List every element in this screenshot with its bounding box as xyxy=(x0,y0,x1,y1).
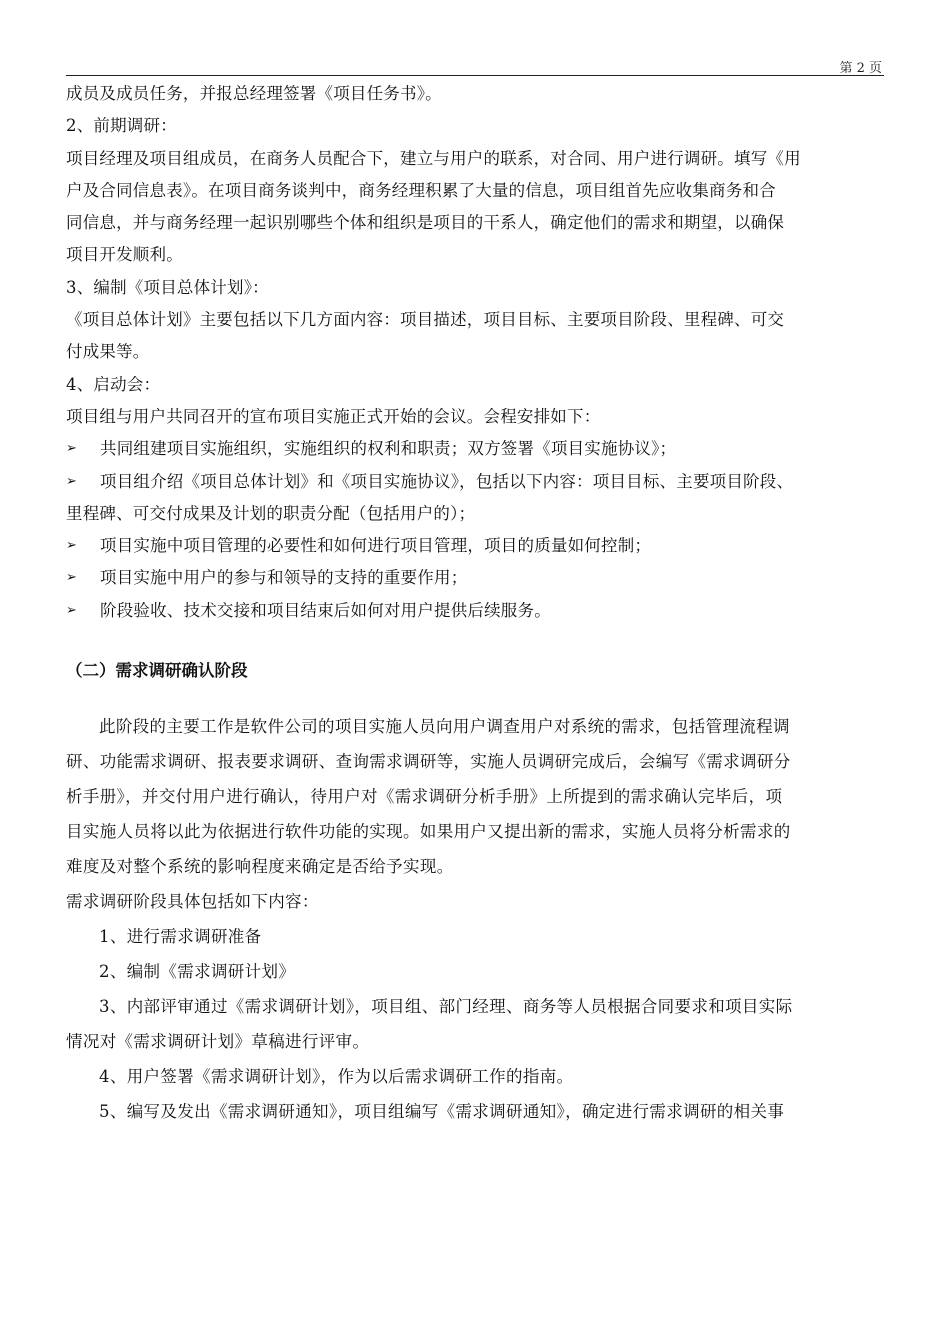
list-item: 2、编制《需求调研计划》 xyxy=(99,962,296,982)
list-item: 1、进行需求调研准备 xyxy=(99,927,262,947)
list-item: 5、编写及发出《需求调研通知》，项目组编写《需求调研通知》，确定进行需求调研的相关事 xyxy=(99,1102,785,1122)
step-heading: 3、编制《项目总体计划》： xyxy=(66,277,269,297)
paragraph-line: 难度及对整个系统的影响程度来确定是否给予实现。 xyxy=(66,857,454,877)
arrow-bullet-icon: ➢ xyxy=(66,570,78,586)
paragraph-line: 研、功能需求调研、报表要求调研、查询需求调研等，实施人员调研完成后，会编写《需求调研分 xyxy=(66,752,791,772)
list-item-continuation: 情况对《需求调研计划》草稿进行评审。 xyxy=(66,1032,370,1052)
bullet-item xyxy=(66,466,896,498)
arrow-bullet-icon: ➢ xyxy=(66,441,78,457)
paragraph-line: 目实施人员将以此为依据进行软件功能的实现。如果用户又提出新的需求，实施人员将分析需求的 xyxy=(66,822,791,842)
bullet-text: 项目实施中用户的参与和领导的支持的重要作用； xyxy=(100,568,468,588)
bullet-item xyxy=(66,530,896,562)
page-number: 第 2 页 xyxy=(839,61,882,76)
arrow-bullet-icon: ➢ xyxy=(66,538,78,554)
paragraph-line: 析手册》，并交付用户进行确认，待用户对《需求调研分析手册》上所提到的需求确认完毕后，项 xyxy=(66,787,783,807)
paragraph-line: 此阶段的主要工作是软件公司的项目实施人员向用户调查用户对系统的需求，包括管理流程调 xyxy=(99,717,790,737)
body-line: 付成果等。 xyxy=(66,342,150,362)
bullet-item xyxy=(66,433,896,465)
bullet-text: 共同组建项目实施组织，实施组织的权利和职责；双方签署《项目实施协议》； xyxy=(100,439,677,459)
body-line: 项目经理及项目组成员，在商务人员配合下，建立与用户的联系，对合同、用户进行调研。填写《用 xyxy=(66,148,801,168)
header-rule xyxy=(66,75,884,76)
bullet-text: 项目组介绍《项目总体计划》和《项目实施协议》，包括以下内容：项目目标、主要项目阶段、 xyxy=(100,471,794,491)
step-heading: 4、启动会： xyxy=(66,374,161,394)
step-heading: 2、前期调研： xyxy=(66,116,177,136)
section-requirements xyxy=(66,709,896,1129)
list-intro: 需求调研阶段具体包括如下内容： xyxy=(66,892,319,912)
list-item: 3、内部评审通过《需求调研计划》，项目组、部门经理、商务等人员根据合同要求和项目实际 xyxy=(99,997,793,1017)
document-body xyxy=(66,78,896,1129)
body-line: 同信息，并与商务经理一起识别哪些个体和组织是项目的干系人，确定他们的需求和期望，以确保 xyxy=(66,213,785,233)
arrow-bullet-icon: ➢ xyxy=(66,473,78,489)
body-line: 项目开发顺利。 xyxy=(66,245,183,265)
section-heading: （二）需求调研确认阶段 xyxy=(66,661,248,681)
list-item: 4、用户签署《需求调研计划》，作为以后需求调研工作的指南。 xyxy=(99,1067,574,1087)
body-line: 成员及成员任务，并报总经理签署《项目任务书》。 xyxy=(66,84,442,103)
body-line: 《项目总体计划》主要包括以下几方面内容：项目描述，项目目标、主要项目阶段、里程碑、可交 xyxy=(66,310,785,330)
bullet-continuation: 里程碑、可交付成果及计划的职责分配（包括用户的）； xyxy=(66,503,476,523)
bullet-item xyxy=(66,562,896,594)
body-line: 户及合同信息表》。在项目商务谈判中，商务经理积累了大量的信息，项目组首先应收集商务和合 xyxy=(66,180,776,200)
bullet-text: 项目实施中项目管理的必要性和如何进行项目管理，项目的质量如何控制； xyxy=(100,536,652,556)
arrow-bullet-icon: ➢ xyxy=(66,602,78,618)
bullet-text: 阶段验收、技术交接和项目结束后如何对用户提供后续服务。 xyxy=(100,600,551,620)
body-line: 项目组与用户共同召开的宣布项目实施正式开始的会议。会程安排如下： xyxy=(66,406,601,426)
section-kickoff xyxy=(66,78,896,627)
bullet-item xyxy=(66,595,896,627)
